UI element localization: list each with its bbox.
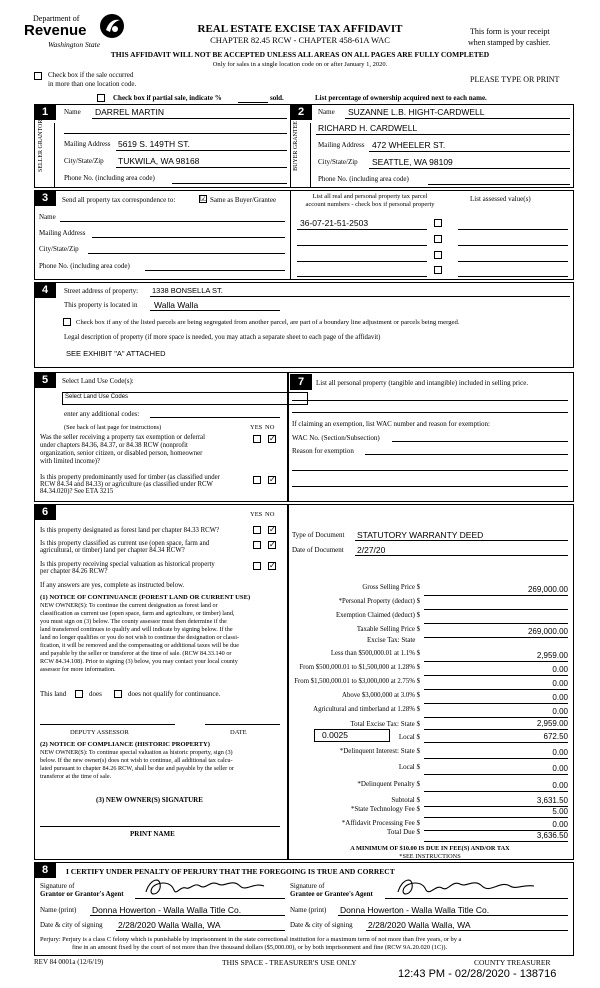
assessor-date-field[interactable] bbox=[205, 724, 280, 725]
tax-row-line bbox=[424, 717, 568, 718]
penalty-label: *Delinquent Penalty $ bbox=[357, 780, 420, 788]
segregated-checkbox[interactable] bbox=[63, 318, 71, 326]
buyer-phone-field[interactable] bbox=[428, 184, 570, 185]
land-does-checkbox[interactable] bbox=[75, 690, 83, 698]
parcel-list-label2: account numbers - check box if personal property bbox=[305, 201, 435, 208]
exemption-reason-field[interactable] bbox=[365, 454, 568, 455]
personal-property-label: List all personal property (tangible and intangible) included in selling price. bbox=[316, 379, 529, 387]
s6-q3-no-checkbox[interactable]: ✓ bbox=[269, 561, 276, 570]
buyer-mail-line bbox=[369, 151, 570, 152]
form-chapter: CHAPTER 82.45 RCW - CHAPTER 458-61A WAC bbox=[210, 35, 390, 45]
legal-description-field[interactable]: SEE EXHIBIT "A" ATTACHED bbox=[66, 349, 166, 358]
s5-q2-line3: 84.34.020)? See ETA 3215 bbox=[40, 488, 114, 495]
subtotal-value[interactable]: 3,631.50 bbox=[536, 796, 568, 805]
section-6-box bbox=[34, 504, 288, 860]
delinquent-local-value[interactable]: 0.00 bbox=[552, 764, 568, 773]
tax-row-line bbox=[424, 703, 568, 704]
s6-q1-yes-checkbox[interactable] bbox=[253, 526, 261, 534]
local-rate-value: 0.0025 bbox=[322, 730, 348, 740]
exemption-claim-label: If claiming an exemption, list WAC number and reason for exemption: bbox=[292, 420, 490, 428]
subtotal-label: Subtotal $ bbox=[391, 796, 420, 804]
additional-codes-label: enter any additional codes: bbox=[64, 410, 140, 418]
partial-sale-label: Check box if partial sale, indicate % bbox=[113, 94, 222, 102]
assessor-date-label: DATE bbox=[230, 729, 247, 736]
penalty-value[interactable]: 0.00 bbox=[552, 781, 568, 790]
parcel-number-field[interactable]: 36-07-21-51-2503 bbox=[300, 218, 369, 228]
land-use-dropdown-text: Select Land Use Codes bbox=[65, 394, 129, 400]
send-correspondence-label: Send all property tax correspondence to: bbox=[62, 196, 176, 204]
legal-description-label: Legal description of property (if more space is needed, you may attach a separate sheet to each page of the affidavit) bbox=[64, 334, 381, 341]
treasurer-space-label: THIS SPACE - TREASURER'S USE ONLY bbox=[222, 958, 357, 967]
perjury-notice-line1: Perjury: Perjury is a class C felony which is punishable by imprisonment in the state correctional institution for a maximum term of not more than five years, or by a bbox=[40, 936, 462, 943]
seller-name-field[interactable]: DARREL MARTIN bbox=[95, 107, 164, 117]
buyer-name-label: Name bbox=[318, 108, 335, 116]
located-line bbox=[150, 310, 280, 311]
s5-q1-no-checkbox[interactable]: ✓ bbox=[269, 434, 276, 443]
same-as-buyer-label: Same as Buyer/Grantee bbox=[210, 196, 277, 204]
street-address-label: Street address of property: bbox=[64, 287, 139, 295]
s5-no-header: NO bbox=[265, 424, 275, 431]
grantor-date-city-field[interactable]: 2/28/2020 Walla Walla, WA bbox=[118, 920, 221, 930]
wac-field[interactable] bbox=[392, 441, 568, 442]
form-warning: THIS AFFIDAVIT WILL NOT BE ACCEPTED UNLESS ALL AREAS ON ALL PAGES ARE FULLY COMPLETED bbox=[110, 50, 490, 59]
delinquent-local-line bbox=[424, 774, 568, 775]
grantee-date-city-field[interactable]: 2/28/2020 Walla Walla, WA bbox=[368, 920, 471, 930]
revenue-logo-icon bbox=[98, 12, 126, 40]
s3-divider bbox=[290, 190, 291, 280]
tax-row-line bbox=[424, 609, 568, 610]
tech-fee-label: *State Technology Fee $ bbox=[350, 805, 420, 813]
local-value[interactable]: 672.50 bbox=[543, 732, 568, 741]
s6-yes-header: YES bbox=[250, 511, 263, 518]
seller-city-label: City/State/Zip bbox=[64, 157, 104, 165]
buyer-phone-label: Phone No. (including area code) bbox=[318, 175, 409, 183]
seller-phone-field[interactable] bbox=[172, 183, 287, 184]
excise-state-header: Excise Tax: State bbox=[367, 636, 416, 644]
tax-row-label: Taxable Selling Price $ bbox=[356, 626, 420, 633]
buyer-name2-field[interactable]: RICHARD H. CARDWELL bbox=[318, 123, 418, 133]
delinquent-local-label: Local $ bbox=[398, 763, 420, 771]
see-instructions-tax: *SEE INSTRUCTIONS bbox=[399, 853, 461, 860]
personal-property-checkbox-1[interactable] bbox=[434, 219, 442, 227]
paragraph-line: assessor for more information. bbox=[40, 666, 116, 673]
seller-mail-field[interactable]: 5619 S. 149TH ST. bbox=[118, 139, 190, 149]
total-state-label: Total Excise Tax: State $ bbox=[350, 720, 420, 728]
tax-row-value[interactable]: 0.00 bbox=[552, 679, 568, 688]
exemption-reason-line2 bbox=[292, 470, 568, 471]
doc-type-label: Type of Document bbox=[292, 531, 345, 539]
personal-property-checkbox-4[interactable] bbox=[434, 266, 442, 274]
located-in-field[interactable]: Walla Walla bbox=[154, 300, 199, 310]
deputy-assessor-signature-field[interactable] bbox=[40, 724, 175, 725]
buyer-side-rule bbox=[310, 123, 311, 188]
grantor-sig-label2: Grantor or Grantor's Agent bbox=[40, 890, 124, 898]
local-line bbox=[424, 742, 568, 743]
land-does-not-label: does not qualify for continuance. bbox=[128, 690, 221, 698]
assessed-value-field-2[interactable] bbox=[458, 245, 568, 246]
total-due-value[interactable]: 3,636.50 bbox=[536, 831, 568, 840]
s3-mail-label: Mailing Address bbox=[39, 229, 86, 237]
section-3-badge: 3 bbox=[34, 190, 56, 206]
personal-property-checkbox-2[interactable] bbox=[434, 235, 442, 243]
minimum-due-label: A MINIMUM OF $10.00 IS DUE IN FEE(S) AND/OR TAX bbox=[350, 845, 510, 852]
grantee-print-line bbox=[338, 915, 568, 916]
s5-q1-line2: under chapters 84.36, 84.37, or 84.38 RCW (nonprofit bbox=[40, 442, 188, 449]
buyer-name2-line bbox=[316, 134, 570, 135]
paragraph-line: classification as current use (open space, farm and agriculture, or timber) land, bbox=[40, 610, 235, 617]
delinquent-state-line bbox=[424, 758, 568, 759]
processing-fee-value[interactable]: 0.00 bbox=[552, 820, 568, 829]
buyer-side-label: BUYER GRANTEE bbox=[293, 121, 299, 171]
multi-location-label1: Check box if the sale occurred bbox=[48, 71, 134, 79]
tax-row-value[interactable]: 2,959.00 bbox=[536, 651, 568, 660]
new-owner-signature-label: (3) NEW OWNER(S) SIGNATURE bbox=[96, 796, 203, 804]
tech-fee-value[interactable]: 5.00 bbox=[552, 807, 568, 816]
parcel-field-3[interactable] bbox=[297, 261, 427, 262]
form-only: Only for sales in a single location code on or after January 1, 2020. bbox=[212, 61, 388, 68]
grantor-sig-line bbox=[135, 898, 285, 899]
street-line bbox=[150, 296, 570, 297]
total-due-label: Total Due $ bbox=[387, 828, 420, 836]
assessed-value-label: List assessed value(s) bbox=[470, 195, 531, 203]
seller-side-label: SELLER GRANTOR bbox=[38, 119, 44, 172]
county-treasurer-label: COUNTY TREASURER bbox=[474, 958, 551, 967]
tax-row-label: Exemption Claimed (deduct) $ bbox=[336, 612, 420, 619]
section-2-badge: 2 bbox=[290, 104, 312, 120]
additional-codes-field[interactable] bbox=[150, 417, 280, 418]
s5-q1-line3: organization, senior citizen, or disabled person, homeowner bbox=[40, 450, 203, 457]
doc-type-field[interactable]: STATUTORY WARRANTY DEED bbox=[357, 530, 484, 540]
s5-q1-line4: with limited income)? bbox=[40, 458, 101, 465]
grantor-print-name-field[interactable]: Donna Howerton - Walla Walla Title Co. bbox=[92, 905, 242, 915]
s6-q1-label: Is this property designated as forest land per chapter 84.33 RCW? bbox=[40, 527, 220, 534]
grantee-print-name-field[interactable]: Donna Howerton - Walla Walla Title Co. bbox=[340, 905, 490, 915]
located-in-label: This property is located in bbox=[64, 301, 138, 309]
tax-row-value[interactable]: 269,000.00 bbox=[527, 627, 568, 636]
tax-row-line bbox=[424, 675, 568, 676]
tax-row-label: *Personal Property (deduct) $ bbox=[338, 598, 420, 605]
tax-row-label: Agricultural and timberland at 1.28% $ bbox=[313, 706, 420, 713]
s3-city-label: City/State/Zip bbox=[39, 245, 79, 253]
seller-mail-line bbox=[116, 150, 287, 151]
tax-row-label: From $500,000.01 to $1,500,000 at 1.28% $ bbox=[299, 664, 420, 671]
s5-q1-line1: Was the seller receiving a property tax exemption or deferral bbox=[40, 434, 205, 441]
s6-q3-line2: per chapter 84.26 RCW? bbox=[40, 568, 108, 575]
notice-compliance-title: (2) NOTICE OF COMPLIANCE (HISTORIC PROPERTY) bbox=[40, 741, 210, 748]
form-revision: REV 84 0001a (12/6/19) bbox=[34, 958, 104, 966]
grantee-sig-label2: Grantee or Grantee's Agent bbox=[290, 890, 373, 898]
s5-q2-yes-checkbox[interactable] bbox=[253, 476, 261, 484]
exemption-reason-label: Reason for exemption bbox=[292, 447, 354, 455]
s5-q1-yes-checkbox[interactable] bbox=[253, 435, 261, 443]
seller-blank-line bbox=[64, 133, 287, 134]
seller-city-line bbox=[116, 167, 287, 168]
buyer-mail-label: Mailing Address bbox=[318, 141, 365, 149]
wac-label: WAC No. (Section/Subsection) bbox=[292, 434, 380, 442]
doc-date-field[interactable]: 2/27/20 bbox=[357, 545, 386, 555]
doc-date-line bbox=[355, 555, 568, 556]
perjury-notice-line2: fine in an amount fixed by the court of not more than five thousand dollars ($5,000.00), or by both imprisonment and fine (RCW 9A.20.020 (1C)). bbox=[72, 944, 448, 951]
paragraph-line: and payable by the seller or transferor at the time of sale. (RCW 84.33.140 or bbox=[40, 650, 232, 657]
paragraph-line: lated pursuant to chapter 84.26 RCW, shall be due and payable by the seller or bbox=[40, 765, 234, 772]
buyer-city-line bbox=[369, 168, 570, 169]
parcel-field-2[interactable] bbox=[297, 245, 427, 246]
s5-yes-header: YES bbox=[250, 424, 263, 431]
pct-instruction: List percentage of ownership acquired next to each name. bbox=[315, 94, 487, 102]
assessed-value-field-4[interactable] bbox=[458, 276, 568, 277]
paragraph-line: NEW OWNER(S): To continue the current designation as forest land or bbox=[40, 602, 218, 609]
same-as-buyer-checkbox[interactable]: ☑ bbox=[200, 194, 208, 203]
tax-row-label: Less than $500,000.01 at 1.1% $ bbox=[330, 650, 420, 657]
state-label: Washington State bbox=[48, 40, 101, 49]
s6-no-header: NO bbox=[265, 511, 275, 518]
total-state-value[interactable]: 2,959.00 bbox=[536, 719, 568, 728]
paragraph-line: RCW 84.34.108). Prior to signing (3) below, you may contact your local county bbox=[40, 658, 238, 665]
tax-row-line bbox=[424, 637, 568, 638]
buyer-name-line bbox=[345, 118, 570, 119]
form-title: REAL ESTATE EXCISE TAX AFFIDAVIT bbox=[197, 23, 403, 35]
s6-q2-yes-checkbox[interactable] bbox=[253, 541, 261, 549]
print-label: PLEASE TYPE OR PRINT bbox=[470, 75, 560, 84]
s5-q2-line2: RCW 84.34 and 84.33) or agriculture (as classified under RCW bbox=[40, 481, 213, 488]
grantee-name-label: Name (print) bbox=[290, 906, 327, 914]
s5-q2-no-checkbox[interactable]: ✓ bbox=[269, 475, 276, 484]
this-land-label: This land bbox=[40, 690, 67, 698]
tax-row-label: Above $3,000,000 at 3.0% $ bbox=[342, 692, 420, 699]
s6-q2-line1: Is this property classified as current use (open space, farm and bbox=[40, 540, 210, 547]
tax-row-value[interactable]: 0.00 bbox=[552, 693, 568, 702]
s6-q3-yes-checkbox[interactable] bbox=[253, 562, 261, 570]
land-use-label: Select Land Use Code(s): bbox=[62, 377, 134, 385]
new-owner-signature-field[interactable] bbox=[40, 826, 280, 827]
grantee-date-line bbox=[366, 930, 568, 931]
s3-phone-label: Phone No. (including area code) bbox=[39, 262, 130, 270]
tax-row-label: From $1,500,000.01 to $3,000,000 at 2.75% $ bbox=[294, 678, 420, 685]
exemption-reason-line3 bbox=[292, 486, 568, 487]
personal-property-checkbox-3[interactable] bbox=[434, 251, 442, 259]
section-4-badge: 4 bbox=[34, 282, 56, 298]
grantor-sig-label1: Signature of bbox=[40, 882, 75, 890]
personal-property-field-2[interactable] bbox=[292, 412, 568, 413]
tax-row-value[interactable]: 0.00 bbox=[552, 665, 568, 674]
paragraph-line: you must sign on (3) below. The county assessor must then determine if the bbox=[40, 618, 227, 625]
grantor-signature[interactable] bbox=[140, 874, 280, 900]
section-1-badge: 1 bbox=[34, 104, 56, 120]
certify-statement: I CERTIFY UNDER PENALTY OF PERJURY THAT THE FOREGOING IS TRUE AND CORRECT bbox=[66, 867, 395, 876]
grantee-sig-line bbox=[385, 898, 568, 899]
seller-phone-label: Phone No. (including area code) bbox=[64, 174, 155, 182]
section-7-badge: 7 bbox=[290, 374, 312, 390]
tax-row-value[interactable]: 269,000.00 bbox=[527, 585, 568, 594]
grantee-sig-label1: Signature of bbox=[290, 882, 325, 890]
treasurer-stamp: 12:43 PM - 02/28/2020 - 138716 bbox=[398, 968, 557, 980]
paragraph-line: below. If the new owner(s) does not wish to continue, all additional tax calcu- bbox=[40, 757, 233, 764]
penalty-line bbox=[424, 791, 568, 792]
seller-name-line bbox=[92, 118, 287, 119]
segregated-label: Check box if any of the listed parcels are being segregated from another parcel, are part of a boundary line adjustment or parcels being merged. bbox=[76, 319, 460, 326]
street-address-field[interactable]: 1338 BONSELLA ST. bbox=[152, 286, 223, 295]
buyer-name1-field[interactable]: SUZANNE L.B. HIGHT-CARDWELL bbox=[348, 107, 485, 117]
partial-sale-checkbox[interactable] bbox=[97, 94, 105, 102]
s3-city-field[interactable] bbox=[88, 253, 285, 254]
tech-fee-line bbox=[424, 817, 568, 818]
print-name-label: PRINT NAME bbox=[130, 830, 175, 838]
processing-fee-label: *Affidavit Processing Fee $ bbox=[341, 819, 420, 827]
seller-side-rule bbox=[54, 123, 55, 188]
buyer-mail-field[interactable]: 472 WHEELER ST. bbox=[372, 140, 446, 150]
s3-mail-field[interactable] bbox=[92, 237, 285, 238]
paragraph-line: NEW OWNER(S): To continue special valuation as historic property, sign (3) bbox=[40, 749, 233, 756]
assessed-value-field-1[interactable] bbox=[458, 229, 568, 230]
section-5-badge: 5 bbox=[34, 372, 56, 388]
tax-row-label: Gross Selling Price $ bbox=[362, 584, 420, 591]
section-8-badge: 8 bbox=[34, 862, 56, 878]
multi-location-checkbox[interactable] bbox=[34, 72, 42, 80]
receipt-line2: when stamped by cashier. bbox=[468, 38, 551, 47]
grantee-signature[interactable] bbox=[392, 874, 542, 900]
paragraph-line: transferor at the time of sale. bbox=[40, 773, 112, 780]
doc-type-line bbox=[355, 540, 568, 541]
buyer-city-field[interactable]: SEATTLE, WA 98109 bbox=[372, 157, 453, 167]
s3-phone-field[interactable] bbox=[145, 270, 285, 271]
if-any-yes-label: If any answers are yes, complete as instructed below. bbox=[40, 582, 185, 589]
paragraph-line: land transferred continues to qualify and will indicate by signing below. If the bbox=[40, 626, 233, 633]
notice-continuance-title: (1) NOTICE OF CONTINUANCE (FOREST LAND OR CURRENT USE) bbox=[40, 594, 251, 601]
s6-q3-line1: Is this property receiving special valuation as historical property bbox=[40, 561, 215, 568]
sold-label: sold. bbox=[270, 94, 284, 102]
delinquent-state-label: *Delinquent Interest: State $ bbox=[339, 747, 420, 755]
buyer-city-label: City/State/Zip bbox=[318, 158, 358, 166]
grantor-print-line bbox=[90, 915, 285, 916]
tax-row-line bbox=[424, 689, 568, 690]
delinquent-state-value[interactable]: 0.00 bbox=[552, 748, 568, 757]
tax-row-line bbox=[424, 623, 568, 624]
paragraph-line: land no longer qualifies or you do not wish to continue the designation or classi- bbox=[40, 634, 239, 641]
paragraph-line: fication, it will be removed and the compensating or additional taxes will be due bbox=[40, 642, 239, 649]
s6-q1-no-checkbox[interactable]: ✓ bbox=[269, 525, 276, 534]
parcel-field-4[interactable] bbox=[297, 276, 427, 277]
grantee-date-label: Date & city of signing bbox=[290, 921, 353, 929]
tax-row-line bbox=[424, 661, 568, 662]
seller-mail-label: Mailing Address bbox=[64, 140, 111, 148]
revenue-logo-text: Revenue bbox=[24, 22, 87, 39]
dept-label: Department of bbox=[33, 14, 80, 23]
tax-row-value[interactable]: 0.00 bbox=[552, 707, 568, 716]
parcel-list-label1: List all real and personal property tax parcel bbox=[312, 193, 428, 200]
personal-property-field-1[interactable] bbox=[292, 400, 568, 401]
multi-location-label2: in more than one location code. bbox=[48, 80, 137, 88]
grantor-date-label: Date & city of signing bbox=[40, 921, 103, 929]
section-6-badge: 6 bbox=[34, 504, 56, 520]
land-does-not-checkbox[interactable] bbox=[114, 690, 122, 698]
doc-date-label: Date of Document bbox=[292, 546, 344, 554]
grantor-name-label: Name (print) bbox=[40, 906, 77, 914]
s3-name-label: Name bbox=[39, 213, 56, 221]
deputy-assessor-label: DEPUTY ASSESSOR bbox=[70, 729, 129, 736]
s5-q2-line1: Is this property predominantly used for timber (as classified under bbox=[40, 474, 220, 481]
receipt-line1: This form is your receipt bbox=[470, 27, 550, 36]
partial-pct-field[interactable] bbox=[238, 102, 268, 103]
tax-row-line bbox=[424, 595, 568, 596]
s3-name-field[interactable] bbox=[60, 221, 285, 222]
land-does-label: does bbox=[89, 690, 102, 698]
seller-city-field[interactable]: TUKWILA, WA 98168 bbox=[118, 156, 200, 166]
parcel-line-1 bbox=[297, 229, 427, 230]
s6-q2-line2: agricultural, or timber) land per chapter 84.34 RCW? bbox=[40, 547, 185, 554]
see-instructions-label: (See back of last page for instructions) bbox=[64, 424, 162, 431]
s6-q2-no-checkbox[interactable]: ✓ bbox=[269, 540, 276, 549]
total-due-line bbox=[424, 841, 568, 842]
assessed-value-field-3[interactable] bbox=[458, 261, 568, 262]
local-label: Local $ bbox=[398, 733, 420, 741]
grantor-date-line bbox=[116, 930, 285, 931]
total-state-line bbox=[424, 729, 568, 730]
seller-name-label: Name bbox=[64, 108, 81, 116]
